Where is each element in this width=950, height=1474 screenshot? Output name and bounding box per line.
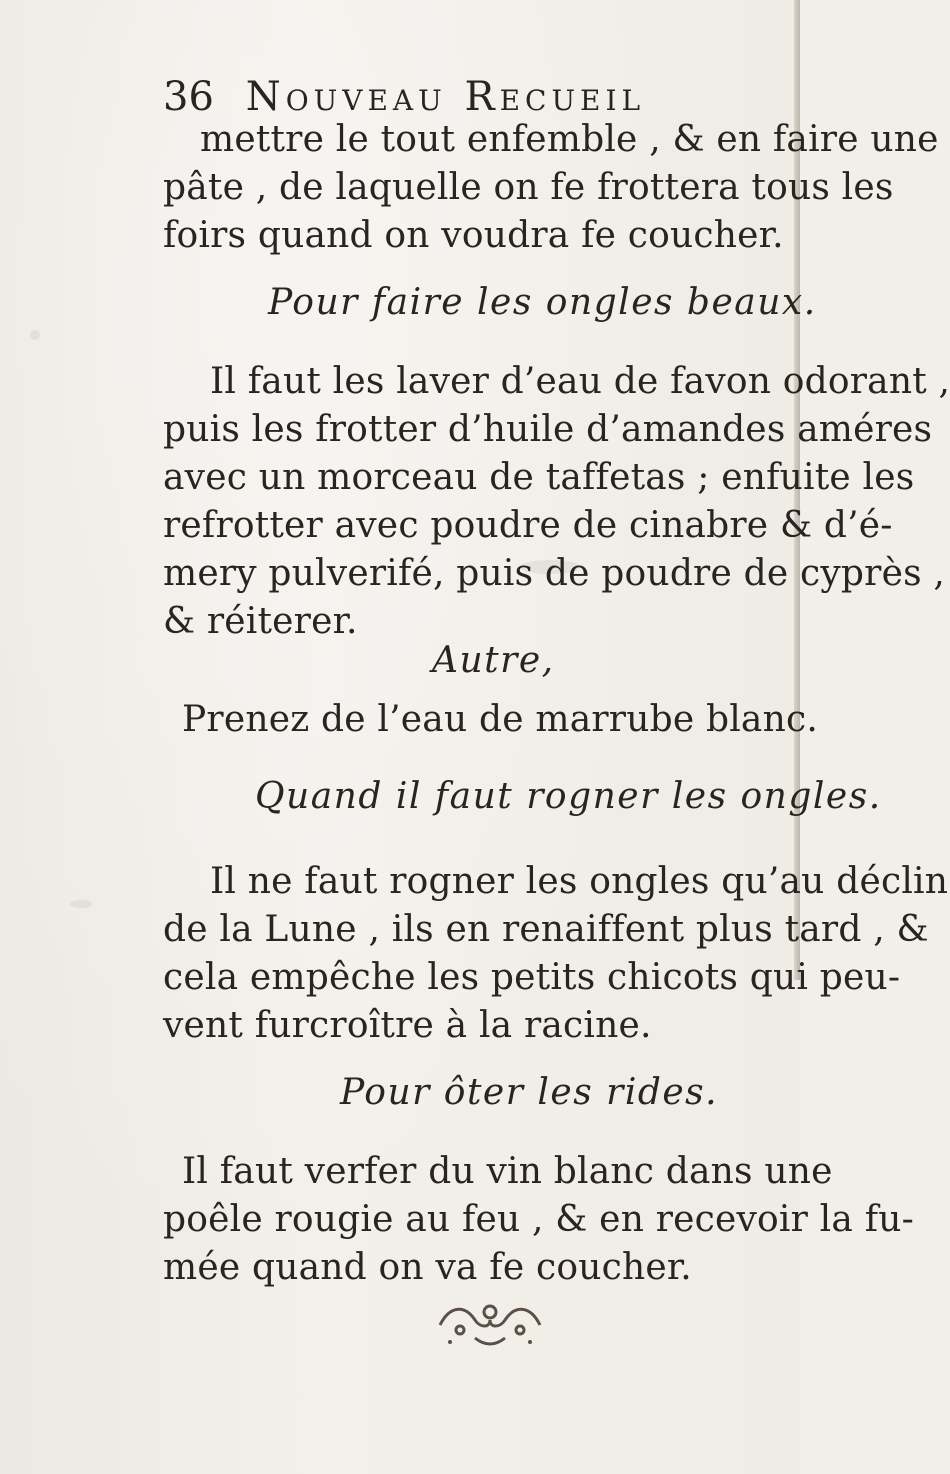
fleuron-ornament-icon — [430, 1290, 550, 1350]
text-line: pâte , de laquelle on fe frottera tous les — [163, 167, 894, 208]
text-line: refrotter avec poudre de cinabre & d’é- — [163, 505, 893, 546]
text-line: avec un morceau de taffetas ; enfuite les — [163, 457, 915, 498]
text-line: vent furcroître à la racine. — [163, 1005, 652, 1046]
text-line: mery pulverifé, puis de poudre de cyprès , — [163, 553, 946, 594]
section-heading: Pour faire les ongles beaux. — [268, 282, 817, 323]
ink-speck — [30, 330, 40, 340]
text-line: cela empêche les petits chicots qui peu- — [163, 957, 901, 998]
text-line: de la Lune , ils en renaiffent plus tard , & — [163, 909, 929, 950]
text-line: poêle rougie au feu , & en recevoir la fu- — [163, 1199, 914, 1240]
section-heading: Pour ôter les rides. — [340, 1072, 719, 1113]
text-line: Il faut les laver d’eau de favon odorant , — [210, 361, 950, 402]
text-line: Il ne faut rogner les ongles qu’au déclin — [210, 861, 949, 902]
section-heading: Quand il faut rogner les ongles. — [255, 776, 882, 817]
text-line: Prenez de l’eau de marrube blanc. — [182, 699, 818, 740]
text-line: foirs quand on voudra fe coucher. — [163, 215, 784, 256]
text-line: Il faut verfer du vin blanc dans une — [182, 1151, 833, 1192]
text-line: & réiterer. — [163, 601, 358, 642]
text-line: mée quand on va fe coucher. — [163, 1247, 692, 1288]
text-line: mettre le tout enfemble , & en faire une — [200, 119, 939, 160]
paper-stain — [70, 900, 92, 908]
running-header — [163, 74, 645, 120]
text-line: puis les frotter d’huile d’amandes améres — [163, 409, 933, 450]
running-title: Nouveau Recueil — [245, 74, 646, 120]
page-number: 36 — [163, 74, 214, 120]
section-heading: Autre, — [432, 640, 555, 681]
